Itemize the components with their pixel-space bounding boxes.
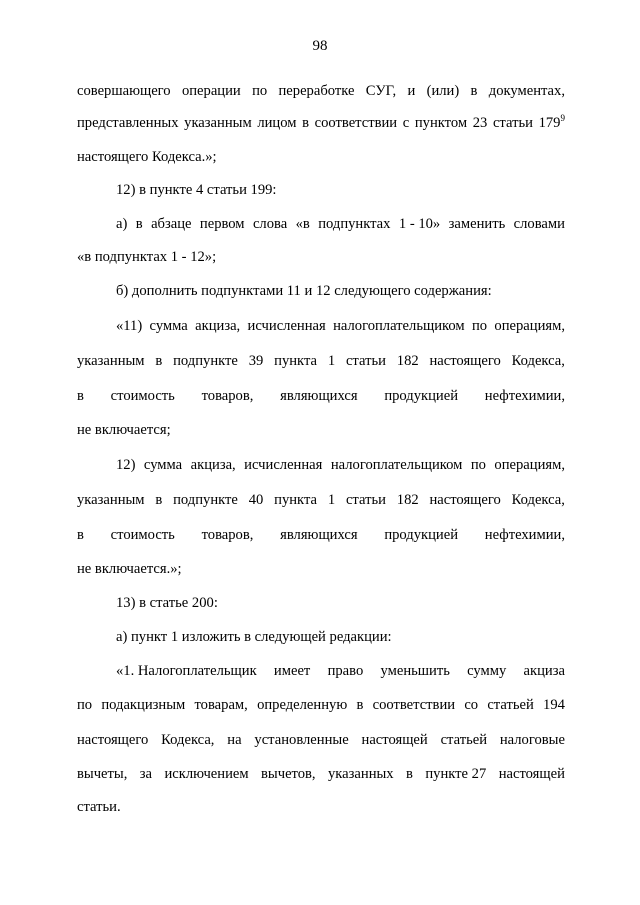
word: 194 bbox=[543, 697, 565, 713]
word: за bbox=[139, 766, 153, 782]
word: сумма bbox=[143, 457, 183, 473]
word: представленных bbox=[77, 115, 179, 131]
word: 12) bbox=[116, 457, 136, 473]
text-line bbox=[77, 560, 565, 578]
word: по bbox=[77, 697, 93, 713]
word: в bbox=[155, 492, 163, 508]
word: товарам, bbox=[194, 697, 248, 713]
word: 1 bbox=[327, 492, 336, 508]
word: лицом bbox=[257, 115, 297, 131]
text-line bbox=[116, 594, 565, 612]
word: 182 bbox=[396, 353, 419, 369]
text-line bbox=[77, 765, 565, 783]
word: подпункте bbox=[173, 353, 238, 369]
word: $179^9$ bbox=[538, 113, 565, 131]
text-line bbox=[116, 456, 565, 474]
word: товаров, bbox=[201, 388, 254, 404]
word: статьи bbox=[345, 492, 386, 508]
word: указанным bbox=[184, 115, 252, 131]
line-text: не включается.»; bbox=[77, 561, 182, 577]
word: СУГ, bbox=[365, 83, 397, 99]
word: исчисленная bbox=[244, 457, 323, 473]
word: настоящего bbox=[429, 353, 501, 369]
word: налогоплательщиком bbox=[333, 318, 465, 334]
word: продукцией bbox=[384, 527, 459, 543]
word: настоящего bbox=[77, 732, 149, 748]
text-line bbox=[116, 662, 565, 680]
word: в bbox=[356, 697, 364, 713]
word: 40 bbox=[248, 492, 264, 508]
text-line bbox=[116, 317, 565, 335]
text-line bbox=[77, 82, 565, 100]
word: вычеты, bbox=[77, 766, 128, 782]
word: заменить bbox=[448, 216, 506, 232]
word: по bbox=[470, 457, 486, 473]
page-number: 98 bbox=[312, 38, 328, 54]
word: определенную bbox=[257, 697, 348, 713]
text-line bbox=[77, 526, 565, 544]
word: имеет bbox=[273, 663, 311, 679]
word: указанным bbox=[77, 353, 145, 369]
word: уменьшить bbox=[380, 663, 450, 679]
line-text: статьи. bbox=[77, 799, 121, 815]
word: в bbox=[135, 216, 143, 232]
word: подпунктах bbox=[318, 216, 391, 232]
word: пункта bbox=[274, 492, 317, 508]
word: стоимость bbox=[110, 527, 175, 543]
word: переработке bbox=[278, 83, 355, 99]
word: акциза, bbox=[190, 457, 236, 473]
text-line bbox=[116, 181, 565, 199]
word: операции bbox=[181, 83, 241, 99]
word: акциза, bbox=[195, 318, 241, 334]
word: в bbox=[406, 766, 413, 782]
word: «в bbox=[295, 216, 310, 232]
word: словами bbox=[513, 216, 565, 232]
word: 1 bbox=[327, 353, 336, 369]
word: пункта bbox=[274, 353, 317, 369]
word: «1. Налогоплательщик bbox=[116, 663, 257, 679]
line-text: «в подпунктах 1 - 12»; bbox=[77, 249, 217, 265]
word: указанных bbox=[328, 766, 394, 782]
word: статьей bbox=[487, 697, 534, 713]
text-line bbox=[116, 282, 565, 300]
word: являющихся bbox=[280, 527, 358, 543]
text-line bbox=[77, 352, 565, 370]
word: статьи bbox=[345, 353, 386, 369]
word: сумму bbox=[467, 663, 507, 679]
word: операциям, bbox=[494, 318, 565, 334]
word: первом bbox=[199, 216, 245, 232]
word: со bbox=[464, 697, 479, 713]
word: нефтехимии, bbox=[484, 527, 565, 543]
word: пункте 27 bbox=[425, 766, 487, 782]
word: по bbox=[252, 83, 268, 99]
word: настоящего bbox=[429, 492, 501, 508]
text-line bbox=[77, 248, 565, 266]
line-text: б) дополнить подпунктами 11 и 12 следующего содержания: bbox=[116, 283, 492, 299]
word: «11) bbox=[116, 318, 143, 334]
word: налогоплательщиком bbox=[330, 457, 463, 473]
word: подакцизным bbox=[101, 697, 186, 713]
word: 39 bbox=[248, 353, 264, 369]
line-text: настоящего Кодекса.»; bbox=[77, 149, 217, 165]
text-line bbox=[77, 491, 565, 509]
word: исчисленная bbox=[247, 318, 326, 334]
word: а) bbox=[116, 216, 128, 232]
word: акциза bbox=[523, 663, 565, 679]
word: слова bbox=[252, 216, 288, 232]
word: в bbox=[470, 83, 478, 99]
word: Кодекса, bbox=[511, 492, 565, 508]
word: Кодекса, bbox=[511, 353, 565, 369]
text-line bbox=[116, 628, 565, 646]
text-line bbox=[77, 798, 565, 816]
word: в bbox=[302, 115, 310, 131]
text-line bbox=[77, 696, 565, 714]
word: с bbox=[402, 115, 410, 131]
word: продукцией bbox=[384, 388, 459, 404]
superscript: 9 bbox=[560, 113, 565, 123]
word: соответствии bbox=[314, 115, 398, 131]
word: 23 bbox=[472, 115, 488, 131]
text-line bbox=[77, 148, 565, 166]
word: 182 bbox=[396, 492, 419, 508]
word: 1 - 10» bbox=[398, 216, 441, 232]
word: стоимость bbox=[110, 388, 175, 404]
text-line bbox=[77, 114, 565, 132]
word: налоговые bbox=[499, 732, 565, 748]
word: в bbox=[155, 353, 163, 369]
word: товаров, bbox=[201, 527, 254, 543]
text-line bbox=[116, 215, 565, 233]
word: подпункте bbox=[173, 492, 238, 508]
word: и bbox=[407, 83, 416, 99]
word: по bbox=[471, 318, 488, 334]
word: в bbox=[77, 527, 84, 543]
text-line bbox=[77, 387, 565, 405]
word: (или) bbox=[426, 83, 460, 99]
word: настоящей bbox=[361, 732, 428, 748]
word: совершающего bbox=[77, 83, 171, 99]
text-line bbox=[77, 731, 565, 749]
word: установленные bbox=[254, 732, 349, 748]
word: вычетов, bbox=[261, 766, 316, 782]
word: в bbox=[77, 388, 84, 404]
word: настоящей bbox=[498, 766, 565, 782]
word: операциям, bbox=[494, 457, 565, 473]
word: сумма bbox=[149, 318, 188, 334]
line-text: а) пункт 1 изложить в следующей редакции: bbox=[116, 629, 392, 645]
word: статьи bbox=[492, 115, 533, 131]
text-line bbox=[77, 421, 565, 439]
word: абзаце bbox=[151, 216, 192, 232]
word: нефтехимии, bbox=[484, 388, 565, 404]
word: статьей bbox=[440, 732, 488, 748]
word: пунктом bbox=[414, 115, 468, 131]
word: на bbox=[227, 732, 242, 748]
word: являющихся bbox=[280, 388, 358, 404]
word: исключением bbox=[164, 766, 249, 782]
word: право bbox=[327, 663, 364, 679]
line-text: не включается; bbox=[77, 422, 171, 438]
word: указанным bbox=[77, 492, 145, 508]
word: Кодекса, bbox=[161, 732, 215, 748]
line-text: 12) в пункте 4 статьи 199: bbox=[116, 182, 277, 198]
word: документах, bbox=[488, 83, 565, 99]
word: соответствии bbox=[372, 697, 456, 713]
line-text: 13) в статье 200: bbox=[116, 595, 218, 611]
